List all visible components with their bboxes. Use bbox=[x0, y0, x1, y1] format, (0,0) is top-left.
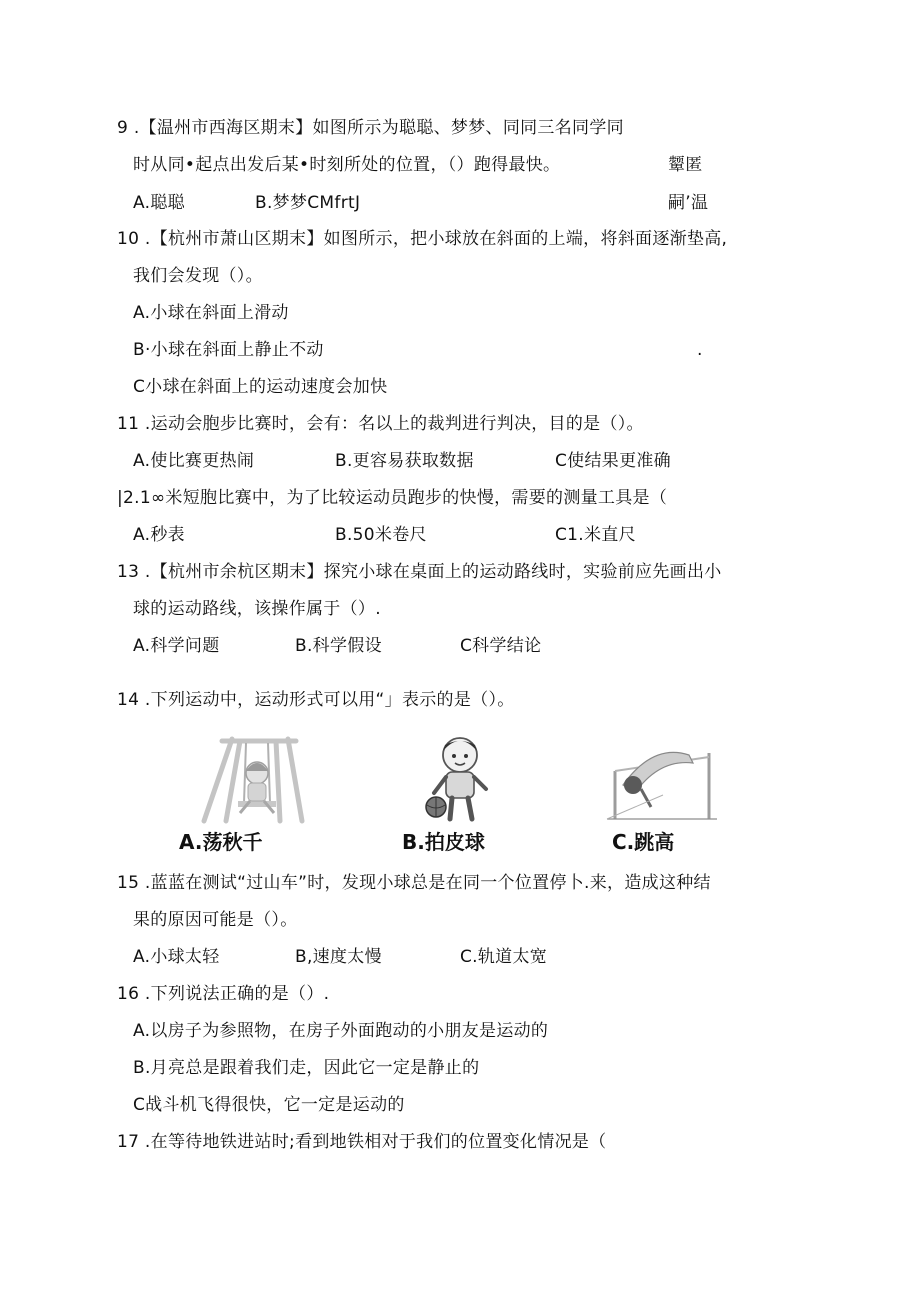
q15-option-c: C.轨道太宽 bbox=[460, 947, 548, 967]
q10-option-b: B·小球在斜面上静止不动 bbox=[133, 340, 324, 360]
q13-stem-line2: 球的运动路线，该操作属于（）. bbox=[133, 599, 381, 619]
q12-option-c: C1.米直尺 bbox=[555, 525, 636, 545]
q15-option-a: A.小球太轻 bbox=[133, 947, 220, 967]
q9-option-b: B.梦梦CMfrtJ bbox=[255, 193, 361, 213]
q13-stem-line1: 13 .【杭州市余杭区期末】探究小球在桌面上的运动路线时，实验前应先画出小 bbox=[117, 562, 722, 582]
q11-option-b: B.更容易获取数据 bbox=[335, 451, 474, 471]
swing-illustration bbox=[196, 733, 316, 825]
q14-caption-b: B.拍皮球 bbox=[402, 830, 485, 854]
q9-stem-line2: 时从同•起点出发后某•时刻所处的位置，（）跑得最快。 bbox=[133, 155, 561, 175]
q9-figure-label-bottom: 嗣’温 bbox=[668, 193, 709, 213]
q11-option-c: C使结果更准确 bbox=[555, 451, 671, 471]
q16-option-c: C战斗机飞得很快，它一定是运动的 bbox=[133, 1095, 405, 1115]
q11-option-a: A.使比赛更热闹 bbox=[133, 451, 255, 471]
high-jump-illustration bbox=[603, 733, 721, 825]
q16-option-a: A.以房子为参照物，在房子外面跑动的小朋友是运动的 bbox=[133, 1021, 549, 1041]
q13-option-b: B.科学假设 bbox=[295, 636, 382, 656]
q9-option-a: A.聪聪 bbox=[133, 193, 185, 213]
q14-caption-a: A.荡秋千 bbox=[179, 830, 263, 854]
q12-stem: |2.1∞米短胞比赛中，为了比较运动员跑步的快慢，需要的测量工具是（ bbox=[117, 488, 668, 508]
q16-stem: 16 .下列说法正确的是（）. bbox=[117, 984, 330, 1004]
q17-stem: 17 .在等待地铁进站时;看到地铁相对于我们的位置变化情况是（ bbox=[117, 1132, 607, 1152]
q13-option-c: C科学结论 bbox=[460, 636, 542, 656]
q15-stem-line2: 果的原因可能是（）。 bbox=[133, 910, 298, 930]
q10-option-c: C小球在斜面上的运动速度会加快 bbox=[133, 377, 388, 397]
q13-option-a: A.科学问题 bbox=[133, 636, 220, 656]
q9-stem-line1: 9 .【温州市西海区期末】如图所示为聪聪、梦梦、同同三名同学同 bbox=[117, 118, 624, 138]
q12-option-a: A.秒表 bbox=[133, 525, 185, 545]
q16-option-b: B.月亮总是跟着我们走，因此它一定是静止的 bbox=[133, 1058, 480, 1078]
q15-stem-line1: 15 .蓝蓝在测试“过山车”时，发现小球总是在同一个位置停卜.来，造成这种结 bbox=[117, 873, 711, 893]
q10-option-a: A.小球在斜面上滑动 bbox=[133, 303, 289, 323]
q12-option-b: B.50米卷尺 bbox=[335, 525, 427, 545]
q9-figure-label-top: 颦匿 bbox=[668, 155, 703, 175]
q11-stem: 11 .运动会胞步比赛时，会有：名以上的裁判进行判决，目的是（）。 bbox=[117, 414, 644, 434]
q10-stray-dot: . bbox=[697, 340, 703, 360]
ball-bouncing-illustration bbox=[420, 733, 500, 825]
q14-stem: 14 .下列运动中，运动形式可以用“」表示的是（）。 bbox=[117, 690, 515, 710]
q10-stem-line2: 我们会发现（）。 bbox=[133, 266, 263, 286]
q10-stem-line1: 10 .【杭州市萧山区期末】如图所示，把小球放在斜面的上端，将斜面逐渐垫高, bbox=[117, 229, 728, 249]
q15-option-b: B,速度太慢 bbox=[295, 947, 382, 967]
q14-caption-c: C.跳高 bbox=[612, 830, 675, 854]
